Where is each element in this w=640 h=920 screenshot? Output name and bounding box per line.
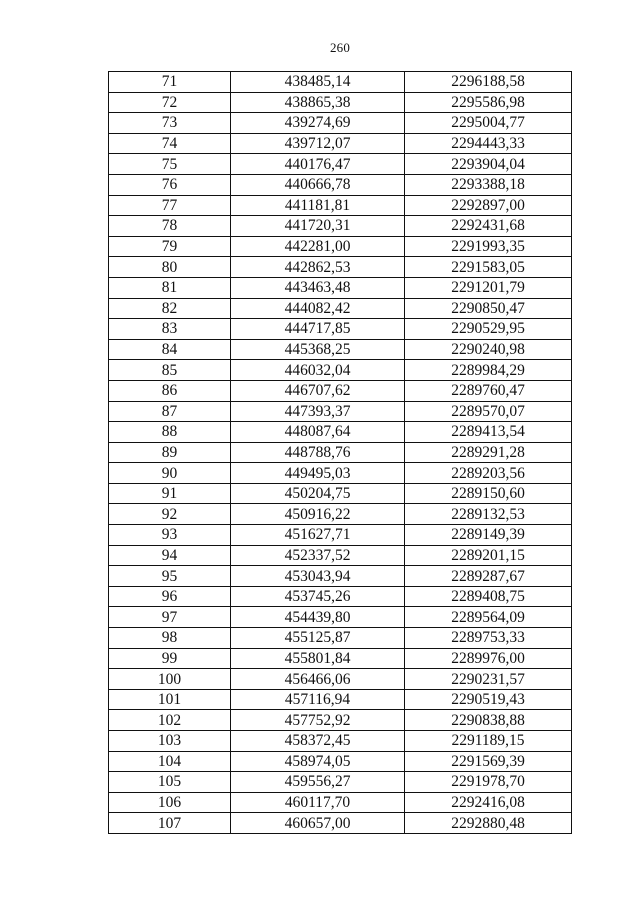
point-number-cell: 86 [109,380,231,401]
x-coordinate-cell: 458372,45 [231,731,405,752]
x-coordinate-cell: 438865,38 [231,92,405,113]
table-row [109,133,572,154]
x-coordinate-cell: 457116,94 [231,689,405,710]
table-row [109,380,572,401]
y-coordinate-cell: 2289984,29 [405,360,572,381]
point-number-cell: 80 [109,257,231,278]
table-row [109,319,572,340]
point-number-cell: 77 [109,195,231,216]
table-row [109,92,572,113]
point-number-cell: 88 [109,422,231,443]
y-coordinate-cell: 2293388,18 [405,174,572,195]
table-row [109,772,572,793]
y-coordinate-cell: 2292897,00 [405,195,572,216]
table-row [109,216,572,237]
point-number-cell: 74 [109,133,231,154]
table-row [109,257,572,278]
table-row [109,360,572,381]
y-coordinate-cell: 2291993,35 [405,236,572,257]
table-row [109,463,572,484]
x-coordinate-cell: 441720,31 [231,216,405,237]
x-coordinate-cell: 455801,84 [231,648,405,669]
point-number-cell: 97 [109,607,231,628]
x-coordinate-cell: 446032,04 [231,360,405,381]
x-coordinate-cell: 454439,80 [231,607,405,628]
point-number-cell: 75 [109,154,231,175]
x-coordinate-cell: 440666,78 [231,174,405,195]
page-number: 260 [329,40,351,55]
x-coordinate-cell: 442862,53 [231,257,405,278]
point-number-cell: 87 [109,401,231,422]
x-coordinate-cell: 445368,25 [231,339,405,360]
y-coordinate-cell: 2289201,15 [405,545,572,566]
table-row [109,731,572,752]
y-coordinate-cell: 2291569,39 [405,751,572,772]
y-coordinate-cell: 2289753,33 [405,628,572,649]
y-coordinate-cell: 2289413,54 [405,422,572,443]
table-row [109,154,572,175]
point-number-cell: 98 [109,628,231,649]
y-coordinate-cell: 2291189,15 [405,731,572,752]
table-row [109,792,572,813]
y-coordinate-cell: 2289203,56 [405,463,572,484]
x-coordinate-cell: 444082,42 [231,298,405,319]
table-row [109,442,572,463]
x-coordinate-cell: 450204,75 [231,483,405,504]
table-row [109,545,572,566]
point-number-cell: 82 [109,298,231,319]
table-row [109,174,572,195]
y-coordinate-cell: 2291583,05 [405,257,572,278]
point-number-cell: 92 [109,504,231,525]
table-row [109,422,572,443]
point-number-cell: 78 [109,216,231,237]
x-coordinate-cell: 456466,06 [231,669,405,690]
y-coordinate-cell: 2295004,77 [405,113,572,134]
table-row [109,648,572,669]
y-coordinate-cell: 2289149,39 [405,525,572,546]
y-coordinate-cell: 2290850,47 [405,298,572,319]
table-row [109,504,572,525]
y-coordinate-cell: 2292431,68 [405,216,572,237]
point-number-cell: 101 [109,689,231,710]
table-row [109,586,572,607]
point-number-cell: 103 [109,731,231,752]
point-number-cell: 95 [109,566,231,587]
y-coordinate-cell: 2292416,08 [405,792,572,813]
x-coordinate-cell: 448087,64 [231,422,405,443]
table-row [109,113,572,134]
table-row [109,195,572,216]
x-coordinate-cell: 455125,87 [231,628,405,649]
y-coordinate-cell: 2292880,48 [405,813,572,834]
point-number-cell: 100 [109,669,231,690]
y-coordinate-cell: 2290519,43 [405,689,572,710]
x-coordinate-cell: 438485,14 [231,72,405,93]
point-number-cell: 104 [109,751,231,772]
coordinates-table-body [109,72,572,834]
x-coordinate-cell: 453745,26 [231,586,405,607]
y-coordinate-cell: 2291978,70 [405,772,572,793]
point-number-cell: 94 [109,545,231,566]
x-coordinate-cell: 452337,52 [231,545,405,566]
y-coordinate-cell: 2293904,04 [405,154,572,175]
point-number-cell: 102 [109,710,231,731]
x-coordinate-cell: 460657,00 [231,813,405,834]
y-coordinate-cell: 2295586,98 [405,92,572,113]
table-row [109,710,572,731]
x-coordinate-cell: 448788,76 [231,442,405,463]
x-coordinate-cell: 439712,07 [231,133,405,154]
point-number-cell: 84 [109,339,231,360]
table-row [109,607,572,628]
x-coordinate-cell: 459556,27 [231,772,405,793]
table-row [109,669,572,690]
x-coordinate-cell: 446707,62 [231,380,405,401]
x-coordinate-cell: 460117,70 [231,792,405,813]
point-number-cell: 71 [109,72,231,93]
point-number-cell: 99 [109,648,231,669]
table-row [109,751,572,772]
table-row [109,813,572,834]
point-number-cell: 89 [109,442,231,463]
y-coordinate-cell: 2294443,33 [405,133,572,154]
table-row [109,401,572,422]
y-coordinate-cell: 2289570,07 [405,401,572,422]
point-number-cell: 79 [109,236,231,257]
x-coordinate-cell: 441181,81 [231,195,405,216]
table-row [109,72,572,93]
point-number-cell: 81 [109,277,231,298]
x-coordinate-cell: 451627,71 [231,525,405,546]
x-coordinate-cell: 447393,37 [231,401,405,422]
y-coordinate-cell: 2290231,57 [405,669,572,690]
table-row [109,689,572,710]
x-coordinate-cell: 458974,05 [231,751,405,772]
point-number-cell: 106 [109,792,231,813]
y-coordinate-cell: 2290838,88 [405,710,572,731]
point-number-cell: 105 [109,772,231,793]
y-coordinate-cell: 2289150,60 [405,483,572,504]
point-number-cell: 90 [109,463,231,484]
table-row [109,525,572,546]
point-number-cell: 96 [109,586,231,607]
x-coordinate-cell: 440176,47 [231,154,405,175]
x-coordinate-cell: 439274,69 [231,113,405,134]
point-number-cell: 107 [109,813,231,834]
point-number-cell: 76 [109,174,231,195]
point-number-cell: 83 [109,319,231,340]
x-coordinate-cell: 442281,00 [231,236,405,257]
y-coordinate-cell: 2289132,53 [405,504,572,525]
table-row [109,628,572,649]
point-number-cell: 85 [109,360,231,381]
x-coordinate-cell: 449495,03 [231,463,405,484]
table-row [109,483,572,504]
y-coordinate-cell: 2290240,98 [405,339,572,360]
point-number-cell: 91 [109,483,231,504]
coordinates-table [108,71,572,834]
x-coordinate-cell: 457752,92 [231,710,405,731]
table-row [109,236,572,257]
point-number-cell: 73 [109,113,231,134]
x-coordinate-cell: 450916,22 [231,504,405,525]
table-row [109,298,572,319]
x-coordinate-cell: 444717,85 [231,319,405,340]
point-number-cell: 93 [109,525,231,546]
table-row [109,277,572,298]
y-coordinate-cell: 2289408,75 [405,586,572,607]
y-coordinate-cell: 2289291,28 [405,442,572,463]
y-coordinate-cell: 2289287,67 [405,566,572,587]
table-row [109,339,572,360]
y-coordinate-cell: 2291201,79 [405,277,572,298]
y-coordinate-cell: 2289564,09 [405,607,572,628]
point-number-cell: 72 [109,92,231,113]
y-coordinate-cell: 2290529,95 [405,319,572,340]
table-row [109,566,572,587]
x-coordinate-cell: 453043,94 [231,566,405,587]
y-coordinate-cell: 2296188,58 [405,72,572,93]
y-coordinate-cell: 2289976,00 [405,648,572,669]
y-coordinate-cell: 2289760,47 [405,380,572,401]
x-coordinate-cell: 443463,48 [231,277,405,298]
